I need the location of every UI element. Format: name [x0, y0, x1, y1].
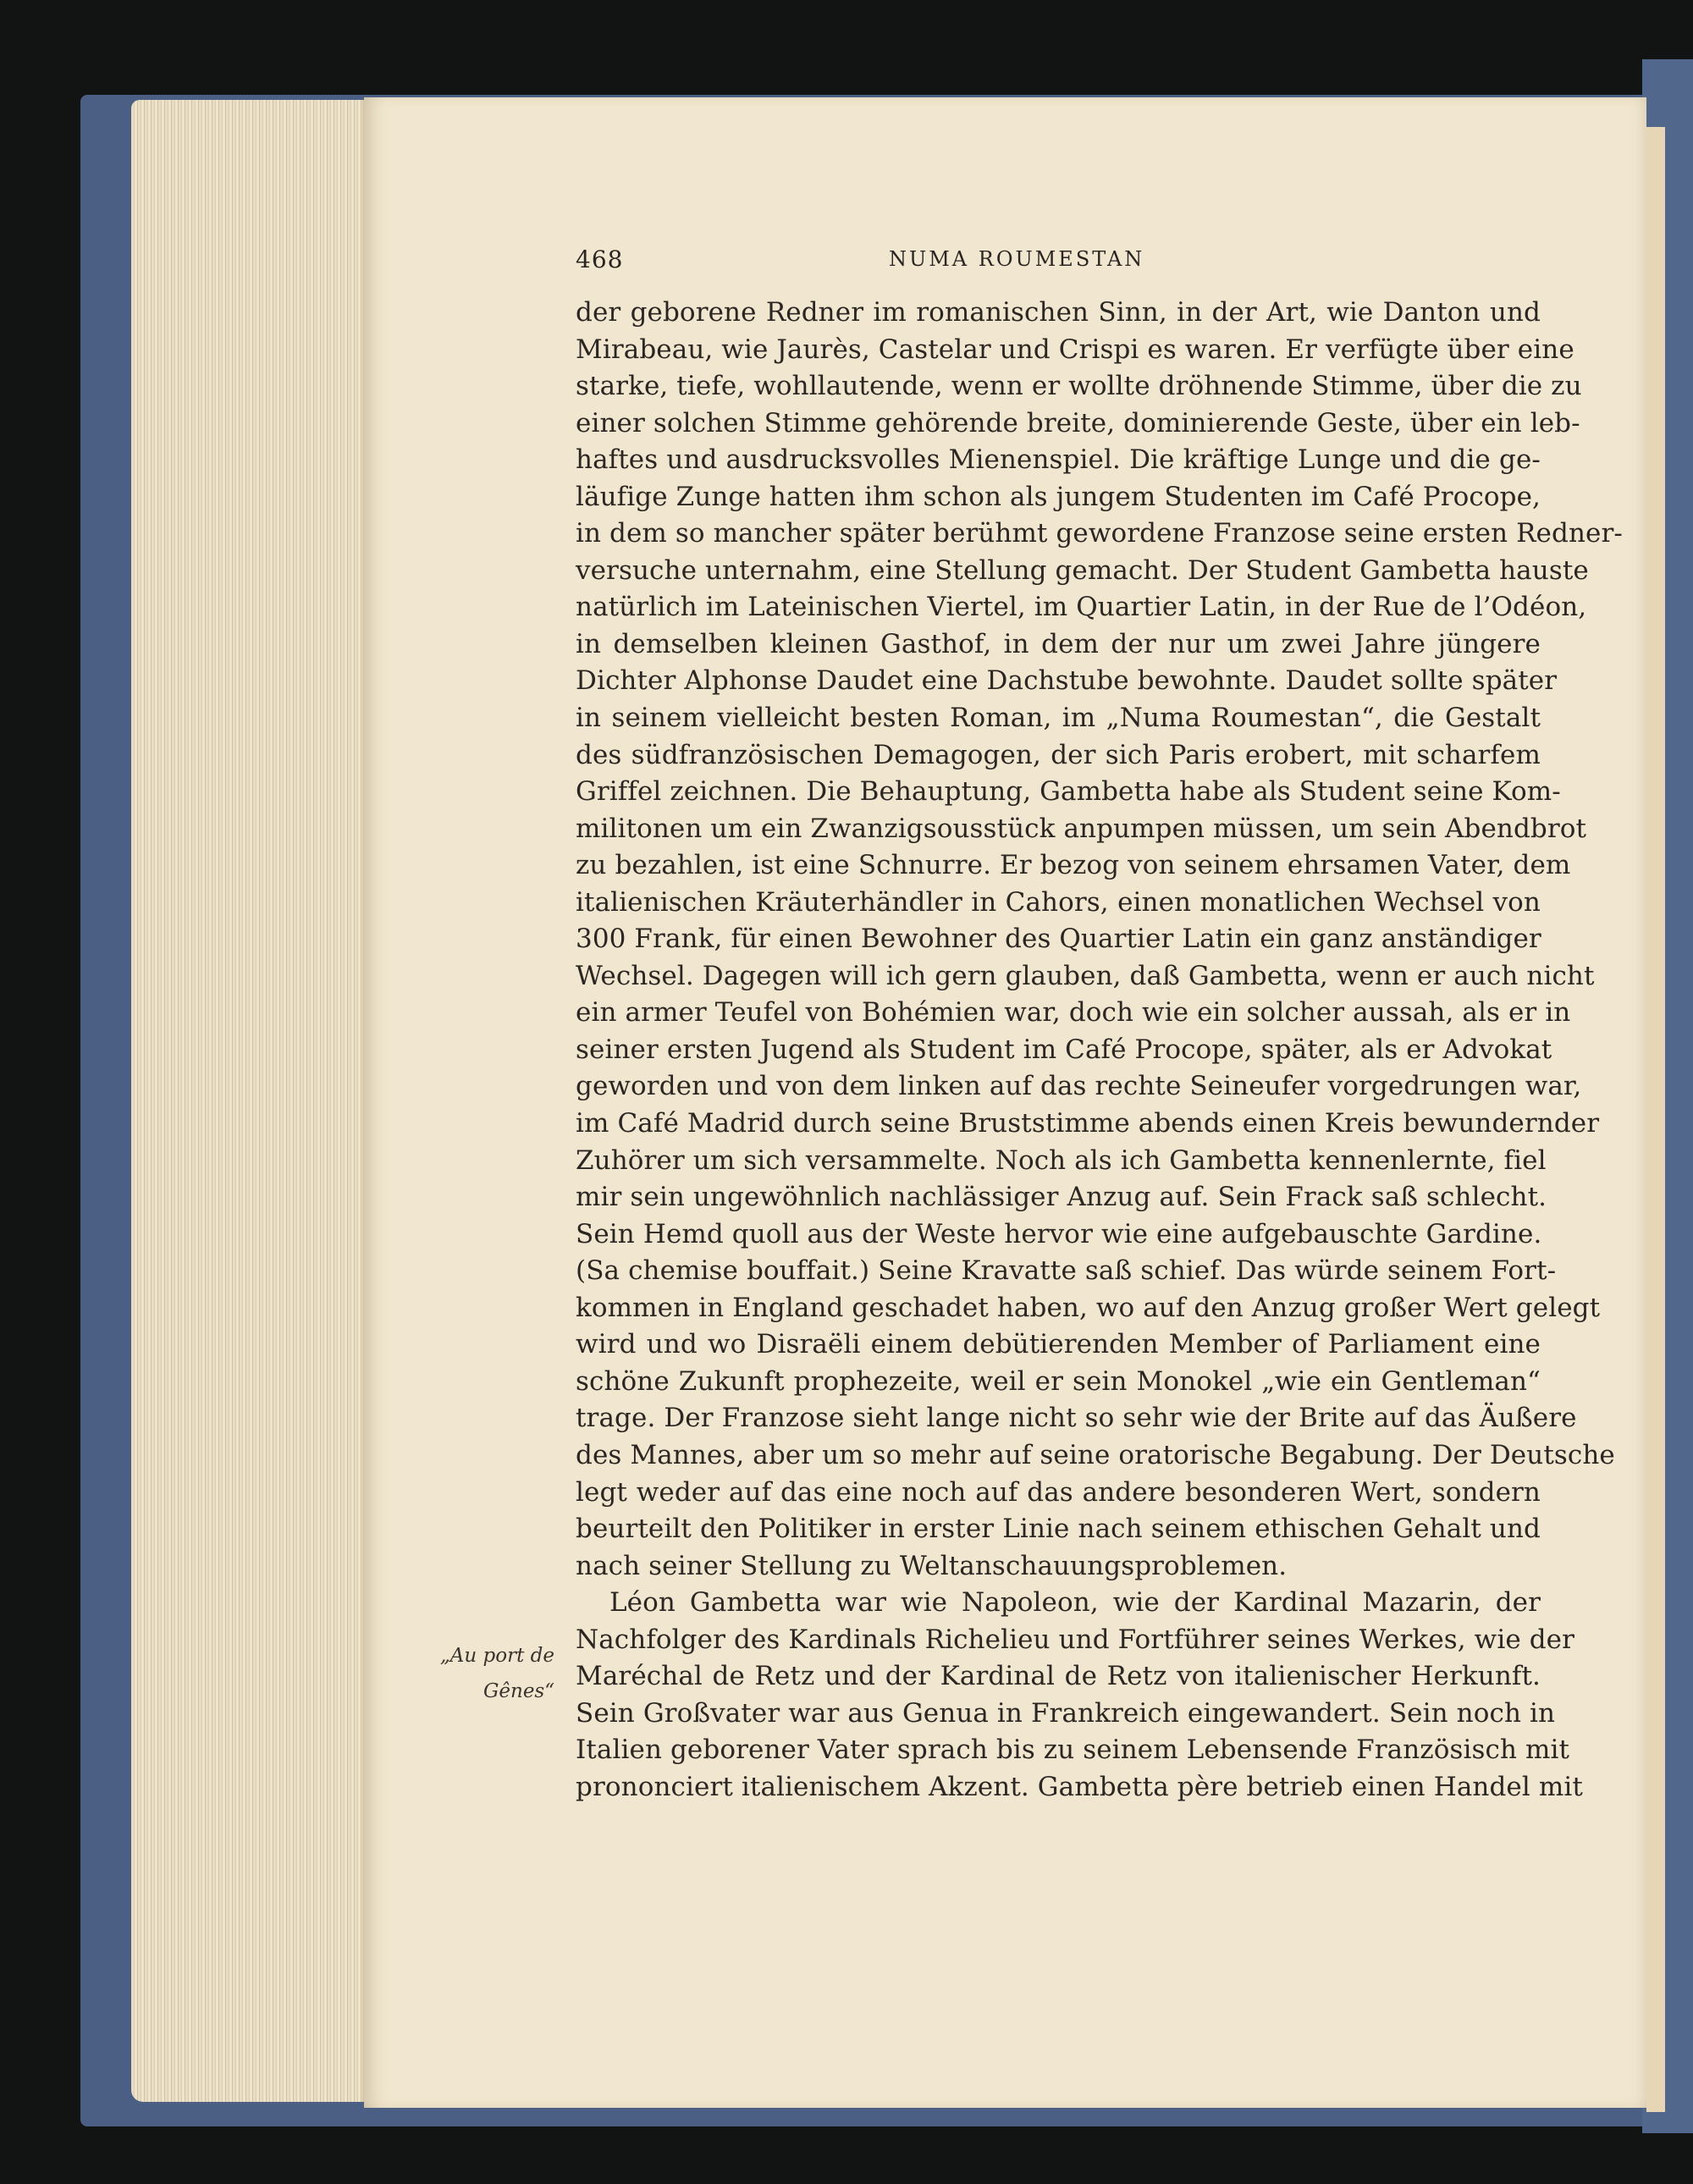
text-line: geworden und von dem linken auf das rechte Seineufer vorgedrungen war, [576, 1071, 1582, 1102]
text-line: trage. Der Franzose sieht lange nicht so sehr wie der Brite auf das Äußere [576, 1403, 1577, 1434]
text-line: läufige Zunge hatten ihm schon als jungem Studenten im Café Procope, [576, 481, 1541, 512]
text-line: starke, tiefe, wohllautende, wenn er wollte dröhnende Stimme, über die zu [576, 371, 1582, 402]
running-head [576, 245, 1541, 279]
text-line: einer solchen Stimme gehörende breite, dominierende Geste, über ein leb- [576, 407, 1580, 438]
text-line: versuche unternahm, eine Stellung gemacht. Der Student Gambetta hauste [576, 554, 1589, 586]
text-line: Griffel zeichnen. Die Behauptung, Gambetta habe als Student seine Kom- [576, 776, 1561, 808]
text-line: Sein Hemd quoll aus der Weste hervor wie eine aufgebauschte Gardine. [576, 1218, 1542, 1249]
text-line: Léon Gambetta war wie Napoleon, wie der Kardinal Mazarin, der [609, 1587, 1541, 1619]
text-line: nach seiner Stellung zu Weltanschauungsproblemen. [576, 1550, 1288, 1581]
text-line: schöne Zukunft prophezeite, weil er sein Monokel „wie ein Gentleman“ [576, 1365, 1541, 1397]
running-title: NUMA ROUMESTAN [889, 247, 1145, 271]
text-line: in dem so mancher später berühmt gewordene Franzose seine ersten Redner- [576, 518, 1623, 549]
text-line: beurteilt den Politiker in erster Linie nach seinem ethischen Gehalt und [576, 1514, 1541, 1545]
text-line: Maréchal de Retz und der Kardinal de Retz von italienischer Herkunft. [576, 1661, 1541, 1692]
text-line: prononciert italienischem Akzent. Gambetta père betrieb einen Handel mit [576, 1771, 1583, 1802]
text-line: Zuhörer um sich versammelte. Noch als ich Gambetta kennenlernte, fiel [576, 1144, 1547, 1176]
text-line: militonen um ein Zwanzigsousstück anpumpen müssen, um sein Abendbrot [576, 813, 1587, 844]
text-line: des Mannes, aber um so mehr auf seine oratorische Begabung. Der Deutsche [576, 1439, 1615, 1470]
text-line: Italien geborener Vater sprach bis zu seinem Lebensende Französisch mit [576, 1735, 1570, 1766]
text-line: kommen in England geschadet haben, wo auf den Anzug großer Wert gelegt [576, 1292, 1601, 1323]
page-number: 468 [576, 245, 624, 273]
text-line: ein armer Teufel von Bohémien war, doch wie ein solcher aussah, als er in [576, 997, 1571, 1029]
text-line: wird und wo Disraëli einem debütierenden Member of Parliament eine [576, 1329, 1541, 1360]
marginal-note-line: Gênes“ [483, 1680, 554, 1702]
marginal-note [372, 1638, 554, 1709]
body-text [576, 295, 1623, 1806]
text-line: zu bezahlen, ist eine Schnurre. Er bezog von seinem ehrsamen Vater, dem [576, 850, 1571, 881]
text-line: in seinem vielleicht besten Roman, im „Numa Roumestan“, die Gestalt [576, 703, 1541, 734]
text-line: haftes und ausdrucksvolles Mienenspiel. Die kräftige Lunge und die ge- [576, 444, 1541, 476]
text-line: im Café Madrid durch seine Bruststimme abends einen Kreis bewundernder [576, 1108, 1600, 1139]
next-page-edge [1646, 127, 1665, 2112]
text-line: seiner ersten Jugend als Student im Café Procope, später, als er Advokat [576, 1034, 1552, 1065]
text-line: (Sa chemise bouffait.) Seine Kravatte saß schief. Das würde seinem Fort- [576, 1255, 1557, 1287]
text-line: italienischen Kräuterhändler in Cahors, einen monatlichen Wechsel von [576, 886, 1541, 918]
text-line: in demselben kleinen Gasthof, in dem der nur um zwei Jahre jüngere [576, 628, 1541, 659]
text-line: Dichter Alphonse Daudet eine Dachstube bewohnte. Daudet sollte später [576, 665, 1558, 697]
text-line: Mirabeau, wie Jaurès, Castelar und Crispi es waren. Er verfügte über eine [576, 334, 1574, 365]
text-line: Nachfolger des Kardinals Richelieu und Fortführer seines Werkes, wie der [576, 1624, 1575, 1655]
text-line: Wechsel. Dagegen will ich gern glauben, daß Gambetta, wenn er auch nicht [576, 960, 1595, 991]
text-line: der geborene Redner im romanischen Sinn, in der Art, wie Danton und [576, 297, 1541, 328]
text-line: mir sein ungewöhnlich nachlässiger Anzug auf. Sein Frack saß schlecht. [576, 1182, 1547, 1213]
text-line: des südfranzösischen Demagogen, der sich Paris erobert, mit scharfem [576, 739, 1541, 770]
marginal-note-line: „Au port de [439, 1645, 554, 1667]
page-edges [131, 100, 364, 2102]
text-line: legt weder auf das eine noch auf das andere besonderen Wert, sondern [576, 1476, 1541, 1508]
text-line: Sein Großvater war aus Genua in Frankreich eingewandert. Sein noch in [576, 1697, 1556, 1729]
text-line: 300 Frank, für einen Bewohner des Quartier Latin ein ganz anständiger [576, 924, 1541, 955]
text-line: natürlich im Lateinischen Viertel, im Quartier Latin, in der Rue de l’Odéon, [576, 592, 1587, 623]
